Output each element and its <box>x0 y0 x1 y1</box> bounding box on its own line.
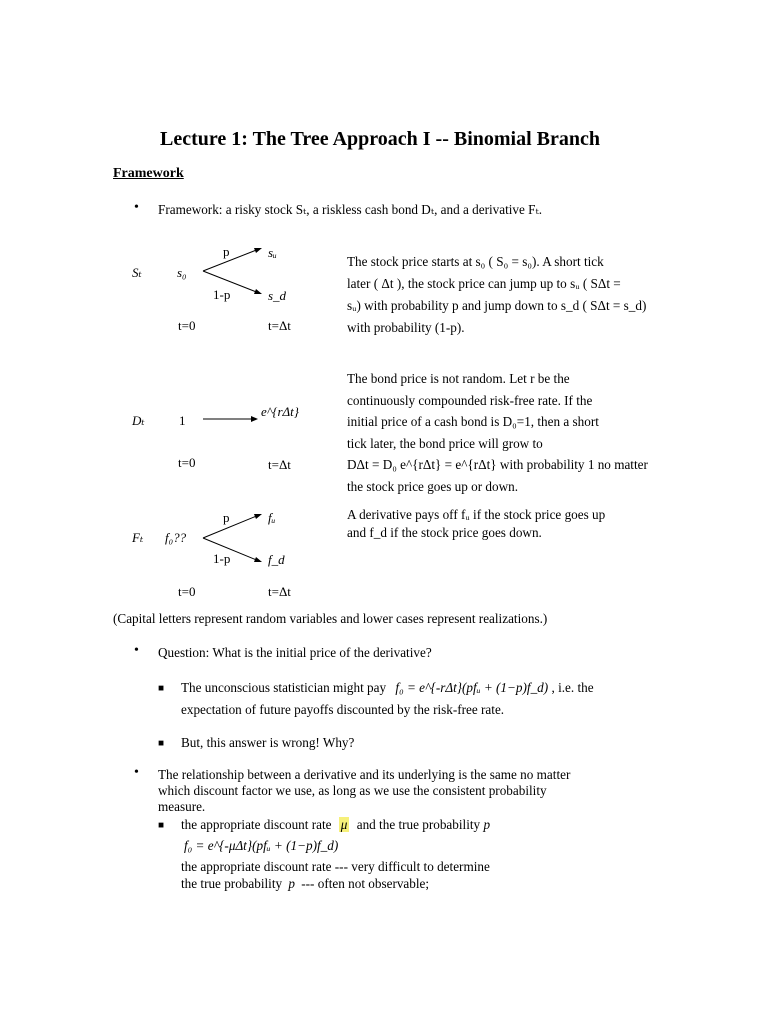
sub3-p-symbol: p <box>483 817 491 832</box>
deriv-variable-label: Fₜ <box>132 530 144 545</box>
sub2-text: But, this answer is wrong! Why? <box>181 735 355 750</box>
stock-root-label: s₀ <box>177 265 187 280</box>
deriv-t1-label: t=Δt <box>268 584 291 599</box>
bond-text-line: the stock price goes up or down. <box>347 478 519 494</box>
sub3-line4-pre: the true probability <box>181 876 283 891</box>
sub3-mid-text: and the true probability <box>356 817 481 832</box>
square-bullet-icon: ■ <box>158 820 165 831</box>
bullet-icon: • <box>134 643 139 658</box>
deriv-down-label: f_d <box>268 552 285 567</box>
sub3-formula: f₀ = e^{-μΔt}(pfᵤ + (1−p)f_d) <box>184 838 339 853</box>
bond-text-line: The bond price is not random. Let r be the <box>347 371 570 386</box>
square-bullet-icon: ■ <box>158 683 165 694</box>
deriv-up-label: fᵤ <box>268 510 276 525</box>
bond-variable-label: Dₜ <box>132 413 145 428</box>
sub3-line4 <box>181 876 429 892</box>
bond-t0-label: t=0 <box>178 455 196 470</box>
bond-text-line: initial price of a cash bond is D₀=1, then a short <box>347 414 599 429</box>
stock-text-line: later ( Δt ), the stock price can jump up to sᵤ ( SΔt = <box>347 276 621 291</box>
sub3-line4-p-symbol: p <box>288 876 295 891</box>
stock-text-line: sᵤ) with probability p and jump down to s_d ( SΔt = s_d) <box>347 298 647 313</box>
sub1-formula: f₀ = e^{-rΔt}(pfᵤ + (1−p)f_d) <box>395 680 549 695</box>
stock-down-label: s_d <box>268 288 287 303</box>
relationship-line: The relationship between a derivative and its underlying is the same no matter <box>158 767 571 782</box>
sub3-line4-post: --- often not observable; <box>301 876 430 891</box>
deriv-text-line: A derivative pays off fᵤ if the stock price goes up <box>347 507 606 522</box>
bullet-icon: • <box>134 765 139 780</box>
deriv-p-label: p <box>223 510 230 525</box>
capital-letters-note: (Capital letters represent random variables and lower cases represent realizations.) <box>113 611 548 626</box>
stock-t1-label: t=Δt <box>268 318 291 333</box>
square-bullet-icon: ■ <box>158 738 165 749</box>
sub3-line3: the appropriate discount rate --- very difficult to determine <box>181 859 490 874</box>
bond-text-line: tick later, the bond price will grow to <box>347 435 543 451</box>
stock-text-line: with probability (1-p). <box>347 320 465 335</box>
stock-1mp-label: 1-p <box>213 287 231 302</box>
relationship-paragraph <box>158 767 570 815</box>
deriv-description <box>347 506 605 542</box>
sub1-post-text: , i.e. the <box>551 680 594 695</box>
bond-end-label: e^{rΔt} <box>261 404 299 419</box>
deriv-root-label: f₀?? <box>165 530 187 545</box>
mu-symbol: μ <box>340 817 348 832</box>
question-text: Question: What is the initial price of the derivative? <box>158 645 432 660</box>
deriv-1mp-label: 1-p <box>213 551 231 566</box>
sub1-pre-text: The unconscious statistician might pay <box>181 680 387 695</box>
bond-text-line: continuously compounded risk-free rate. If the <box>347 392 593 408</box>
stock-p-label: p <box>223 244 230 259</box>
stock-up-label: sᵤ <box>268 245 277 260</box>
relationship-line: measure. <box>158 799 206 814</box>
stock-variable-label: Sₜ <box>132 265 142 280</box>
stock-t0-label: t=0 <box>178 318 196 333</box>
deriv-t0-label: t=0 <box>178 584 196 599</box>
page-title: Lecture 1: The Tree Approach I -- Binomial Branch <box>160 128 601 150</box>
bond-t1-label: t=Δt <box>268 457 291 472</box>
bullet-icon: • <box>134 200 139 215</box>
sub3-line1 <box>181 817 490 833</box>
bond-root-label: 1 <box>179 413 186 428</box>
sub1-line2: expectation of future payoffs discounted by the risk-free rate. <box>181 702 505 717</box>
deriv-text-line: and f_d if the stock price goes down. <box>347 525 542 540</box>
section-heading: Framework <box>113 166 184 181</box>
stock-text-line: The stock price starts at s₀ ( S₀ = s₀). A short tick <box>347 254 604 269</box>
sub3-pre-text: the appropriate discount rate <box>181 817 332 832</box>
relationship-line: which discount factor we use, as long as we use the consistent probability <box>158 783 547 798</box>
framework-bullet-text: Framework: a risky stock Sₜ, a riskless cash bond Dₜ, and a derivative Fₜ. <box>158 202 543 217</box>
bond-text-line: DΔt = D₀ e^{rΔt} = e^{rΔt} with probability 1 no matter <box>347 457 648 472</box>
sub1-line1 <box>181 680 594 696</box>
